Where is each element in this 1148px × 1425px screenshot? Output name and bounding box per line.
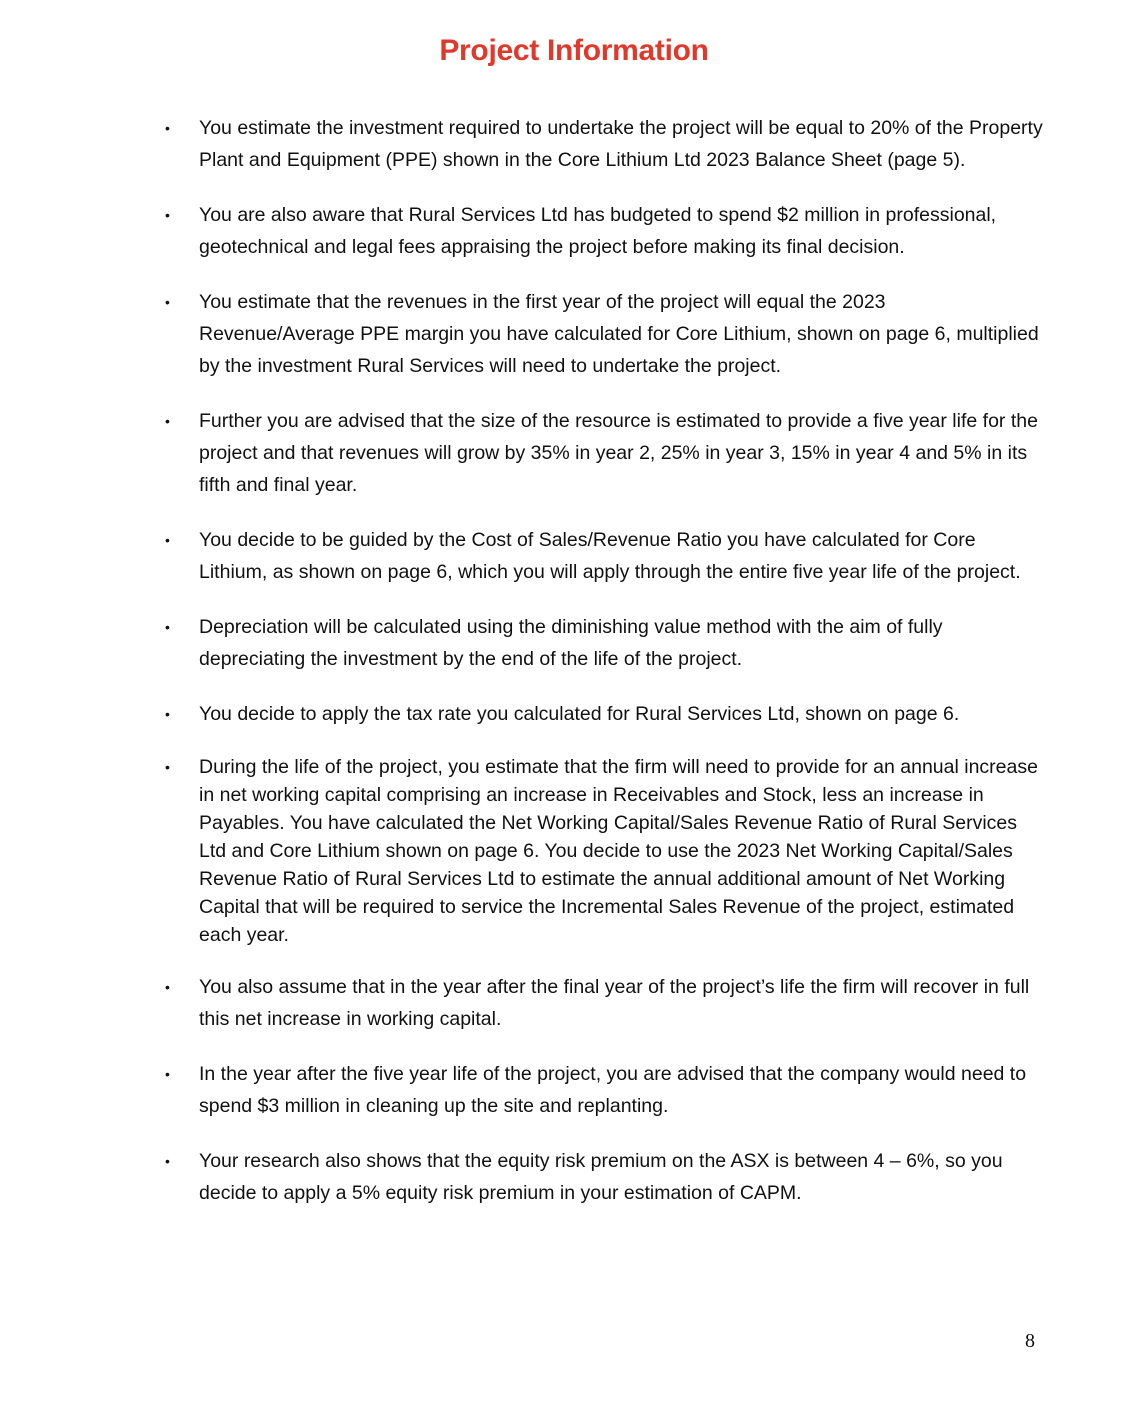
list-item-text: In the year after the five year life of the project, you are advised that the company would need to spend $3 million in cleaning up the site and replanting. [199, 1063, 1027, 1117]
list-item-text: You decide to be guided by the Cost of Sales/Revenue Ratio you have calculated for Core Lithium, as shown on page 6, which you will apply through the entire five year life of the project. [199, 529, 1021, 583]
list-item-text: During the life of the project, you estimate that the firm will need to provide for an annual increase in net working capital comprising an increase in Receivables and Stock, less an increase in Payables. You have calculated the Net Working Capital/Sales Revenue Ratio of Rural Services Ltd and Core Lithium shown on page 6. You decide to use the 2023 Net Working Capital/Sales Revenue Ratio of Rural Services Ltd to estimate the annual additional amount of Net Working Capital that will be required to service the Incremental Sales Revenue of the project, estimated each year. [199, 756, 1038, 946]
list-item [163, 753, 1043, 949]
page-title: Project Information [439, 34, 709, 67]
bullet-icon: • [165, 619, 170, 635]
list-item [163, 405, 1043, 501]
bullet-icon: • [165, 706, 170, 722]
bullet-icon: • [165, 413, 170, 429]
list-item-text: You estimate that the revenues in the first year of the project will equal the 2023 Revenue/Average PPE margin you have calculated for Core Lithium, shown on page 6, multiplied by the investment Rural Services will need to undertake the project. [199, 291, 1039, 377]
list-item-text: You are also aware that Rural Services Ltd has budgeted to spend $2 million in professional, geotechnical and legal fees appraising the project before making its final decision. [199, 204, 997, 258]
bullet-icon: • [165, 294, 170, 310]
list-item [163, 698, 1043, 730]
list-item [163, 112, 1043, 176]
list-item [163, 524, 1043, 588]
list-item-text: You estimate the investment required to undertake the project will be equal to 20% of the Property Plant and Equipment (PPE) shown in the Core Lithium Ltd 2023 Balance Sheet (page 5). [199, 117, 1043, 171]
list-item-text: You also assume that in the year after the final year of the project’s life the firm will recover in full this net increase in working capital. [199, 976, 1030, 1030]
list-item [163, 1058, 1043, 1122]
bullet-icon: • [165, 1153, 170, 1169]
list-item [163, 199, 1043, 263]
bullet-icon: • [165, 1066, 170, 1082]
bullet-list [163, 112, 1043, 1232]
list-item-text: You decide to apply the tax rate you calculated for Rural Services Ltd, shown on page 6. [199, 703, 960, 725]
list-item [163, 971, 1043, 1035]
bullet-icon: • [165, 120, 170, 136]
list-item-text: Your research also shows that the equity risk premium on the ASX is between 4 – 6%, so you decide to apply a 5% equity risk premium in your estimation of CAPM. [199, 1150, 1003, 1204]
list-item-text: Depreciation will be calculated using the diminishing value method with the aim of fully depreciating the investment by the end of the life of the project. [199, 616, 943, 670]
list-item [163, 1145, 1043, 1209]
list-item-text: Further you are advised that the size of the resource is estimated to provide a five year life for the project and that revenues will grow by 35% in year 2, 25% in year 3, 15% in year 4 and 5% in its fifth and final year. [199, 410, 1038, 496]
page-number: 8 [1025, 1330, 1035, 1352]
list-item [163, 611, 1043, 675]
bullet-icon: • [165, 207, 170, 223]
bullet-icon: • [165, 532, 170, 548]
list-item [163, 286, 1043, 382]
bullet-icon: • [165, 979, 170, 995]
bullet-icon: • [165, 759, 170, 775]
